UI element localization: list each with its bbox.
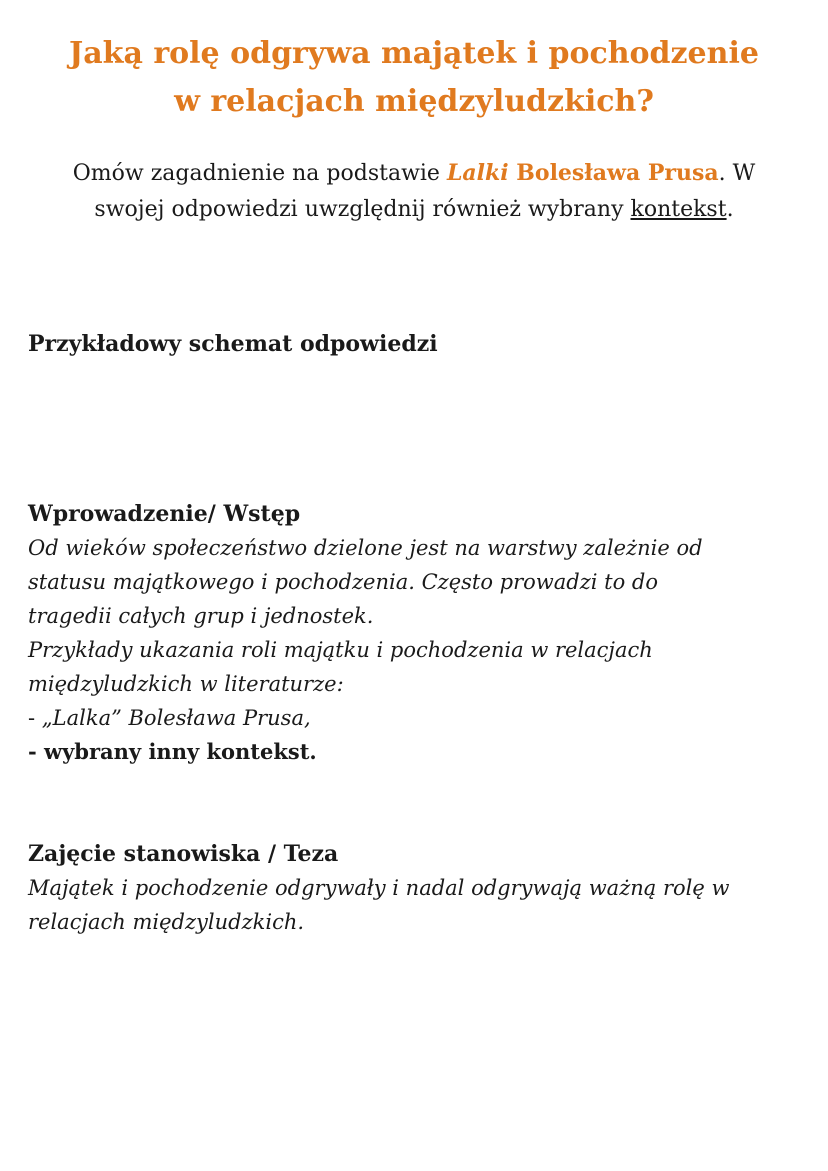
instruction-text-3: swojej odpowiedzi uwzględnij również wybrany <box>94 197 631 222</box>
instruction-text-4: . <box>726 197 734 222</box>
instruction-text-2: . W <box>718 161 756 186</box>
thesis-body <box>28 871 808 939</box>
page-title <box>20 30 808 126</box>
instruction-line-2 <box>30 192 798 228</box>
task-instruction <box>30 155 798 228</box>
bullet-dash: - <box>28 739 45 764</box>
list-item-lalka <box>28 701 808 735</box>
thesis-line: Majątek i pochodzenie odgrywały i nadal odgrywają ważną rolę w <box>28 876 730 900</box>
bullet-dash: - <box>28 706 42 730</box>
bullet-text: wybrany inny kontekst. <box>44 739 317 764</box>
thesis-heading: Zajęcie stanowiska / Teza <box>28 841 339 867</box>
title-line-1: Jaką rolę odgrywa majątek i pochodzenie <box>69 36 759 71</box>
instruction-text-1: Omów zagadnienie na podstawie <box>72 161 447 186</box>
introduction-line: Przykłady ukazania roli majątku i pochodzenia w relacjach <box>28 638 653 662</box>
title-line-2: w relacjach międzyludzkich? <box>174 84 654 119</box>
introduction-line: międzyludzkich w literaturze: <box>28 672 344 696</box>
thesis-line: relacjach międzyludzkich. <box>28 910 305 934</box>
list-item-context <box>28 735 808 769</box>
introduction-line: tragedii całych grup i jednostek. <box>28 604 374 628</box>
schema-heading: Przykładowy schemat odpowiedzi <box>28 331 438 357</box>
introduction-body <box>28 531 808 769</box>
kontekst-link[interactable]: kontekst <box>630 197 727 222</box>
introduction-line: Od wieków społeczeństwo dzielone jest na warstwy zależnie od <box>28 536 703 560</box>
book-title: Lalki <box>446 160 509 186</box>
bullet-text: „Lalka” Bolesława Prusa, <box>41 706 311 730</box>
introduction-line: statusu majątkowego i pochodzenia. Często prowadzi to do <box>28 570 659 594</box>
author-name: Bolesława Prusa <box>508 160 719 186</box>
instruction-line-1 <box>30 155 798 192</box>
introduction-heading: Wprowadzenie/ Wstęp <box>28 501 301 527</box>
